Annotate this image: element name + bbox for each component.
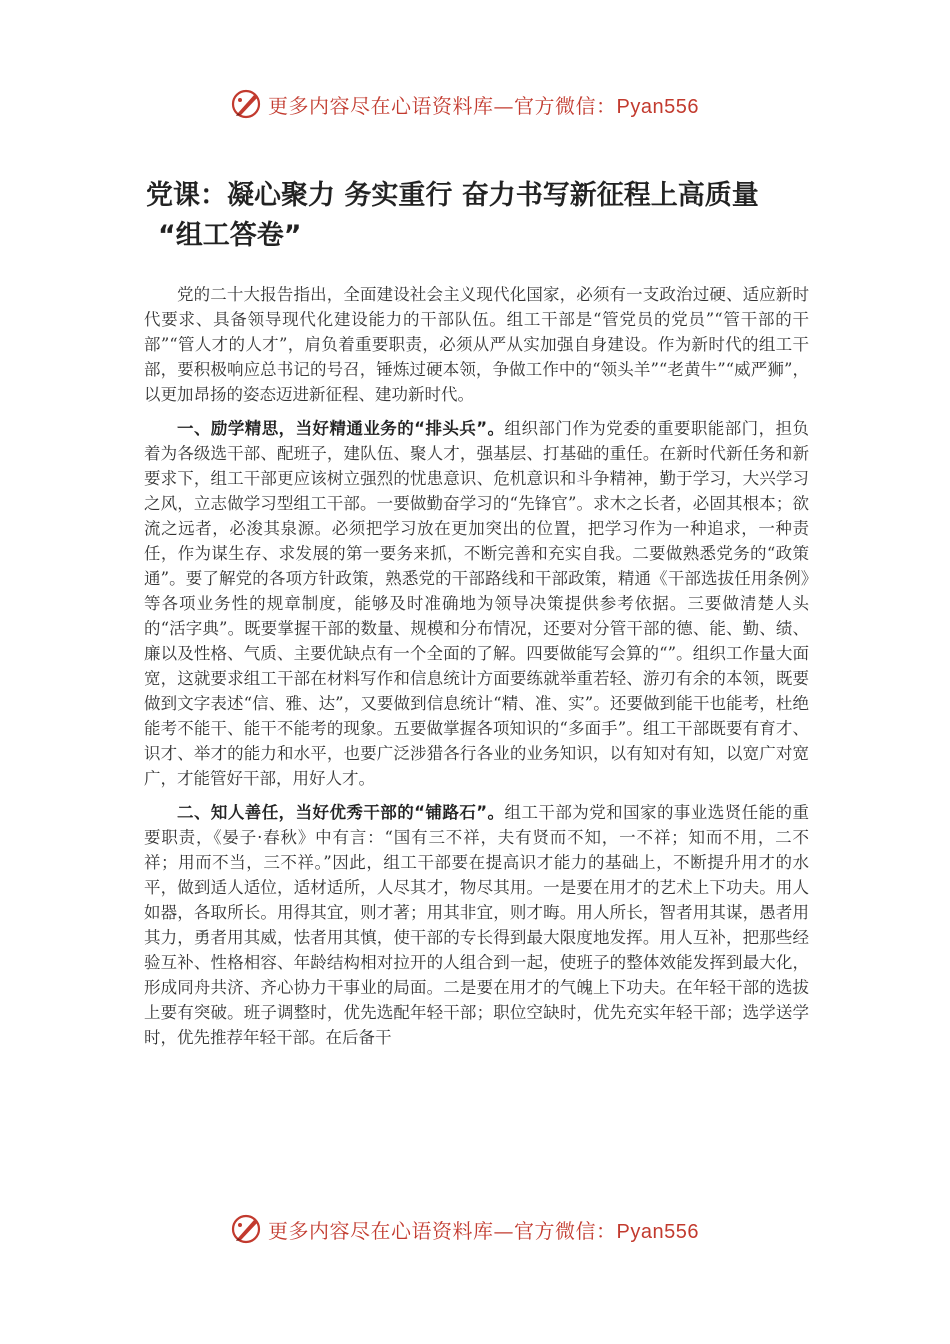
wechat-id: Pyan556 <box>616 1220 699 1243</box>
section-2-paragraph <box>144 800 809 1050</box>
section-1-text: 组织部门作为党委的重要职能部门，担负着为各级选干部、配班子，建队伍、聚人才，强基层、打基础的重任。在新时代新任务和新要求下，组工干部更应该树立强烈的忧患意识、危机意识和斗争精神，勤于学习，大兴学习之风，立志做学习型组工干部。一要做勤奋学习的“先锋官”。求木之长者，必固其根本；欲流之远者，必浚其泉源。必须把学习放在更加突出的位置，把学习作为一种追求，一种责任，作为谋生存、求发展的第一要务来抓，不断完善和充实自我。二要做熟悉党务的“政策通”。要了解党的各项方针政策，熟悉党的干部路线和干部政策，精通《干部选拔任用条例》等各项业务性的规章制度，能够及时准确地为领导决策提供参考依据。三要做清楚人头的“活字典”。既要掌握干部的数量、规模和分布情况，还要对分管干部的德、能、勤、绩、廉以及性格、气质、主要优缺点有一个全面的了解。四要做能写会算的“”。组织工作量大面宽，这就要求组工干部在材料写作和信息统计方面要练就举重若轻、游刃有余的本领，既要做到文字表述“信、雅、达”，又要做到信息统计“精、准、实”。还要做到能干也能考，杜绝能考不能干、能干不能考的现象。五要做掌握各项知识的“多面手”。组工干部既要有育才、识才、举才的能力和水平，也要广泛涉猎各行各业的业务知识，以有知对有知，以宽广对宽广，才能管好干部，用好人才。 <box>144 419 809 788</box>
wechat-id: Pyan556 <box>616 95 699 118</box>
banner-label: 更多内容尽在心语资料库—官方微信： <box>268 93 617 118</box>
page-title <box>146 176 826 256</box>
header-banner <box>228 84 748 124</box>
section-2-text: 组工干部为党和国家的事业选贤任能的重要职责，《晏子·春秋》中有言：“国有三不祥，夫有贤而不知，一不祥；知而不用，二不祥；用而不当，三不祥。”因此，组工干部要在提高识才能力的基础上，不断提升用才的水平，做到适人适位，适材适所，人尽其才，物尽其用。一是要在用才的艺术上下功夫。用人如器，各取所长。用得其宜，则才著；用其非宜，则才晦。用人所长，智者用其谋，愚者用其力，勇者用其威，怯者用其慎，使干部的专长得到最大限度地发挥。用人互补，把那些经验互补、性格相容、年龄结构相对拉开的人组合到一起，使班子的整体效能发挥到最大化，形成同舟共济、齐心协力干事业的局面。二是要在用才的气魄上下功夫。在年轻干部的选拔上要有突破。班子调整时，优先选配年轻干部；职位空缺时，优先充实年轻干部；选学送学时，优先推荐年轻干部。在后备干 <box>144 803 809 1047</box>
banner-text <box>268 1215 699 1244</box>
section-1-heading: 一、励学精思，当好精通业务的“排头兵”。 <box>177 419 505 438</box>
section-1-paragraph <box>144 416 809 791</box>
title-line-2: “组工答卷” <box>158 220 302 251</box>
footer-banner <box>228 1209 748 1249</box>
intro-paragraph: 党的二十大报告指出，全面建设社会主义现代化国家，必须有一支政治过硬、适应新时代要求、具备领导现代化建设能力的干部队伍。组工干部是“管党员的党员”“管干部的干部”“管人才的人才”，肩负着重要职责，必须从严从实加强自身建设。作为新时代的组工干部，要积极响应总书记的号召，锤炼过硬本领，争做工作中的“领头羊”“老黄牛”“威严狮”，以更加昂扬的姿态迈进新征程、建功新时代。 <box>144 285 809 404</box>
title-line-1: 党课：凝心聚力 务实重行 奋力书写新征程上高质量 <box>146 180 759 211</box>
pen-logo-icon <box>228 1211 264 1247</box>
section-2-heading: 二、知人善任，当好优秀干部的“铺路石”。 <box>177 803 505 822</box>
banner-label: 更多内容尽在心语资料库—官方微信： <box>268 1218 617 1243</box>
pen-logo-icon <box>228 86 264 122</box>
article-body <box>144 282 809 1059</box>
banner-text <box>268 90 699 119</box>
